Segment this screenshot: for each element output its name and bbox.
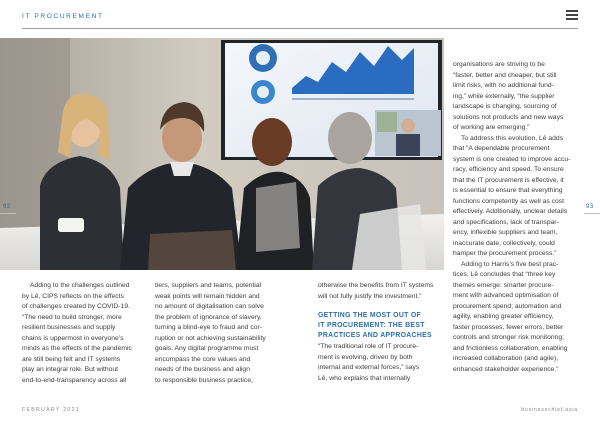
text-line: ing,” while externally, “the supplier <box>453 92 555 100</box>
footer-date: FEBRUARY 2021 <box>22 407 80 413</box>
text-line: Lê, who explains that internally <box>318 374 411 382</box>
meeting-room-illustration <box>0 38 444 270</box>
text-line: ruption or not achieving sustainability <box>155 334 266 342</box>
text-line: internal and external forces,” says <box>318 364 420 371</box>
text-line: chains is uppermost in everyone’s <box>22 334 124 342</box>
heading-line: PRACTICES AND APPROACHES <box>318 332 432 339</box>
text-line: to responsible business practice, <box>155 376 253 384</box>
text-line: of challenges created by COVID-19. <box>22 303 131 310</box>
text-line: by Lê, CIPS reflects on the effects <box>22 292 124 300</box>
article-column-right <box>453 60 577 375</box>
text-line: Adding to Harris’s five best prac- <box>461 260 559 268</box>
text-line: the problem of ignorance of slavery, <box>155 313 262 321</box>
text-line: solutions not products and new ways <box>453 113 564 121</box>
text-line: effectively. Additionally, unclear details <box>453 208 568 215</box>
section-title: IT PROCUREMENT <box>22 13 104 20</box>
text-line: limit risks, with no additional fund- <box>453 82 554 89</box>
footer-website[interactable]: businesschief.asia <box>521 407 578 413</box>
text-line: functions competently as well as cost <box>453 197 565 205</box>
text-line: hamper the procurement process.” <box>453 250 557 257</box>
text-line: end-to-end-transparency across all <box>22 376 127 384</box>
text-line: goals. Any digital programme must <box>155 345 259 352</box>
meeting-room-photo <box>0 38 444 270</box>
text-line: “faster, better and cheaper, but still <box>453 71 557 79</box>
text-line: themes emerge: smarter procure- <box>453 281 554 289</box>
text-line: Adding to the challenges outlined <box>30 282 130 289</box>
text-line: that the IT procurement is effective, it <box>453 176 564 184</box>
text-line: increased collaboration (and agile), <box>453 355 559 362</box>
text-line: weak points will remain hidden and <box>155 292 260 300</box>
text-line: tiers, suppliers and teams, potential <box>155 282 262 289</box>
text-line: To address this evolution, Lê adds <box>461 134 564 142</box>
text-line: that “A dependable procurement <box>453 145 550 152</box>
heading-line: IT PROCUREMENT: THE BEST <box>318 322 425 329</box>
text-line: ency, inflexible suppliers and team, <box>453 229 558 236</box>
left-page-number: 92 <box>3 204 11 210</box>
text-line: no amount of digitalisation can solve <box>155 303 264 310</box>
hamburger-menu-icon[interactable] <box>566 10 578 20</box>
text-line: will not fully justify the investment.” <box>318 292 422 300</box>
heading-line: GETTING THE MOST OUT OF <box>318 312 421 319</box>
text-line: play an integral role. But without <box>22 366 119 373</box>
text-line: racy, efficiency and speed. To ensure <box>453 166 564 173</box>
text-line: inaccurate date, collectively, could <box>453 239 555 247</box>
text-line: and specifications, lack of transpar- <box>453 218 559 226</box>
article-column-1 <box>22 281 152 386</box>
article-column-2 <box>155 281 283 386</box>
text-line: tices, Lê concludes that “three key <box>453 271 556 278</box>
text-line: controls and stronger risk monitoring; <box>453 334 565 341</box>
left-page-marker <box>0 213 16 214</box>
text-line: otherwise the benefits from IT systems <box>318 282 434 289</box>
header-divider <box>22 28 578 29</box>
text-line: needs of the business and align <box>155 366 250 373</box>
text-line: resilient businesses and supply <box>22 324 116 331</box>
right-page-marker <box>584 213 600 214</box>
text-line: turning a blind-eye to fraud and cor- <box>155 324 262 331</box>
text-line: system is one created to improve accu- <box>453 155 571 163</box>
text-line: “The need to build stronger, more <box>22 313 122 321</box>
text-line: landscape is changing, sourcing of <box>453 103 557 110</box>
text-line: organisations are striving to be <box>453 61 545 68</box>
text-line: agility, enabling greater efficiency, <box>453 313 554 320</box>
text-line: procurement spend; automation and <box>453 302 562 310</box>
text-line: “The traditional role of IT procure- <box>318 343 419 350</box>
text-line: is essential to ensure that everything <box>453 187 563 194</box>
section-heading <box>318 311 446 341</box>
text-line: ment with advanced optimisation of <box>453 292 559 299</box>
text-line: encompass the core values and <box>155 355 251 363</box>
text-line: enhanced stakeholder experience.” <box>453 365 559 373</box>
text-line: faster processes, fewer errors, better <box>453 323 564 331</box>
text-line: and frictionless collaboration, enabling <box>453 344 568 352</box>
article-column-3 <box>318 281 446 384</box>
text-line: of working are emerging.” <box>453 124 530 131</box>
text-line: are still being felt and IT systems <box>22 355 121 363</box>
right-page-number: 93 <box>586 204 594 210</box>
text-line: minds as the effects of the pandemic <box>22 345 132 352</box>
text-line: ment is evolving, driven by both <box>318 353 413 361</box>
